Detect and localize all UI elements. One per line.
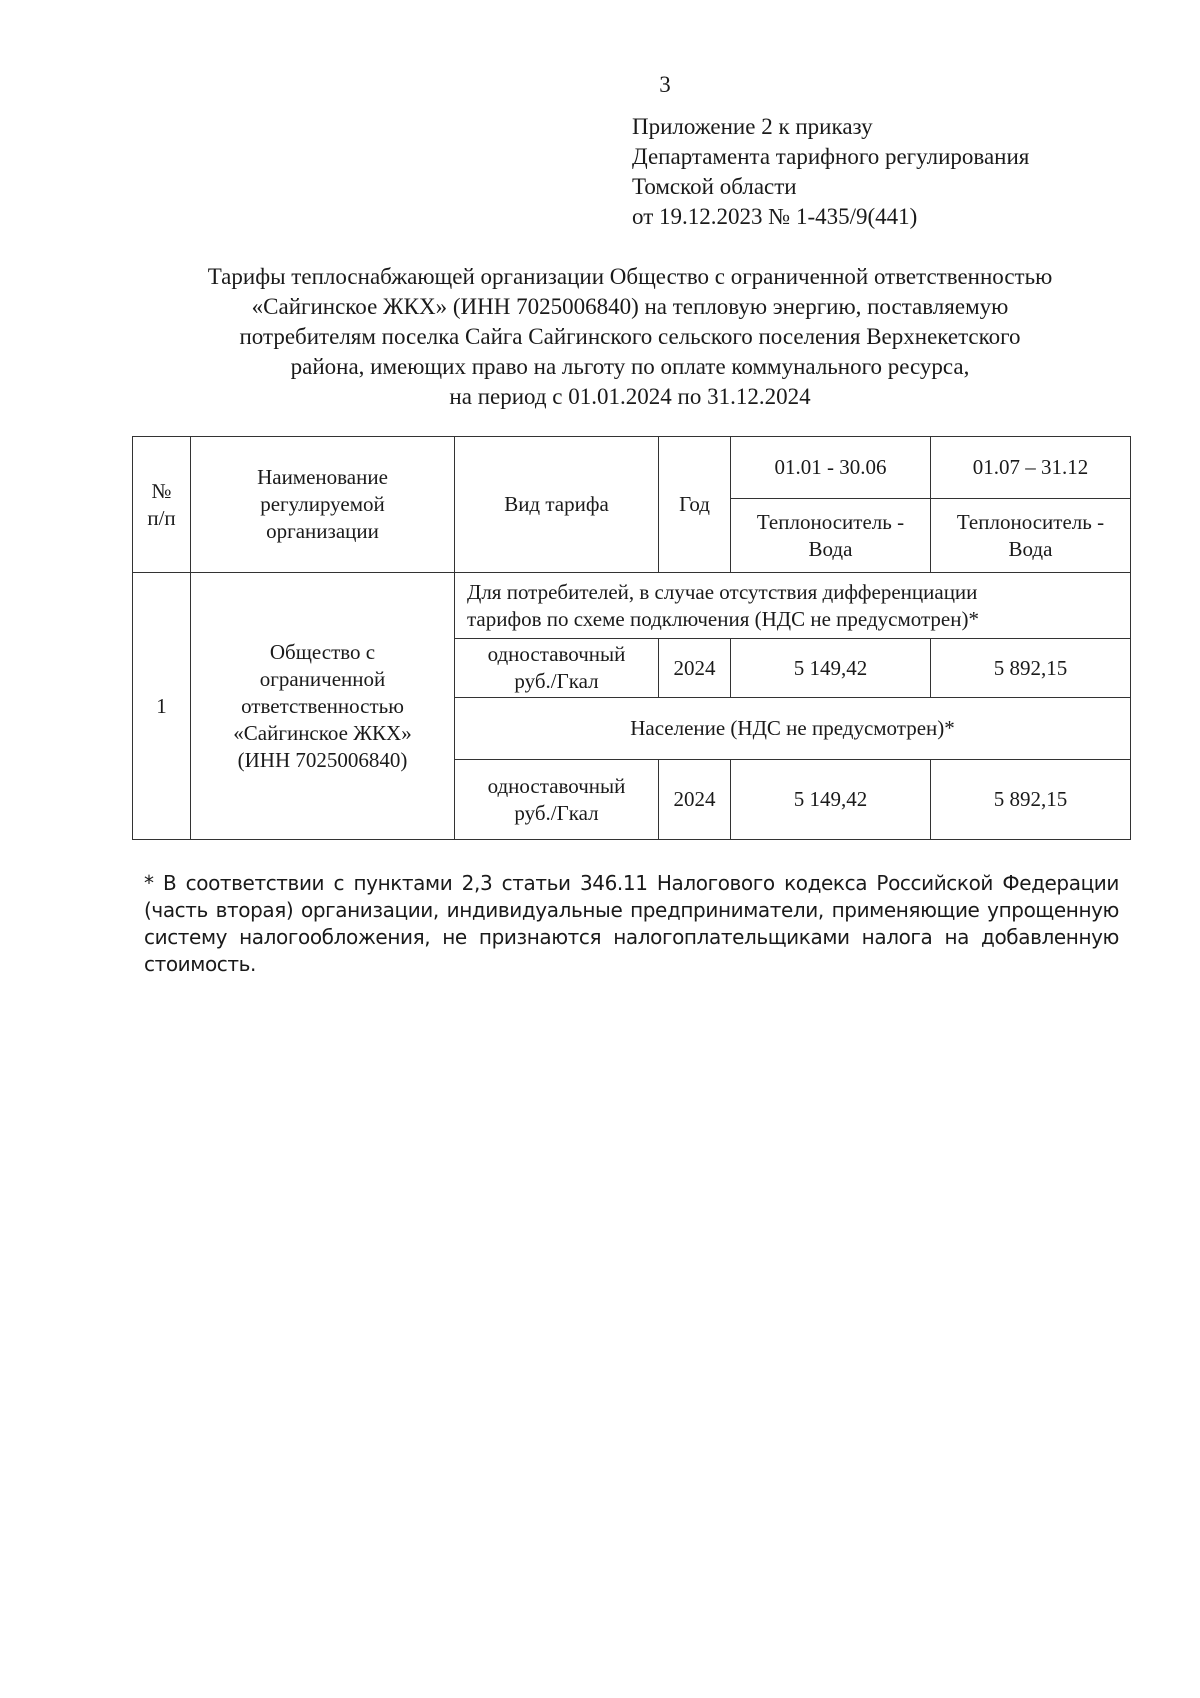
- year-cell: 2024: [659, 639, 731, 698]
- value-cell-period-2: 5 892,15: [931, 760, 1131, 840]
- tariff-table: [132, 436, 1131, 840]
- section-consumers-label: Для потребителей, в случае отсутствия дифференциации тарифов по схеме подключения (НДС не предусмотрен)*: [455, 573, 1131, 639]
- value-cell-period-1: 5 149,42: [731, 760, 931, 840]
- tariff-type-cell: одноставочный руб./Гкал: [455, 639, 659, 698]
- year-cell: 2024: [659, 760, 731, 840]
- document-title: [130, 262, 1130, 412]
- title-line: Тарифы теплоснабжающей организации Общество с ограниченной ответственностью: [207, 264, 1053, 289]
- header-number: № п/п: [133, 437, 191, 573]
- appendix-order-date: от 19.12.2023 № 1-435/9(441): [632, 204, 918, 229]
- header-carrier-2: Теплоноситель - Вода: [931, 499, 1131, 573]
- header-carrier-1: Теплоноситель - Вода: [731, 499, 931, 573]
- header-period-2: 01.07 – 31.12: [931, 437, 1131, 499]
- header-row: [133, 437, 1131, 499]
- appendix-reference: [632, 112, 1029, 232]
- org-name-cell: Общество с ограниченной ответственностью «Сайгинское ЖКХ» (ИНН 7025006840): [191, 573, 455, 840]
- header-year: Год: [659, 437, 731, 573]
- row-number: 1: [133, 573, 191, 840]
- appendix-line: Томской области: [632, 174, 797, 199]
- title-line: района, имеющих право на льготу по оплате коммунального ресурса,: [290, 354, 970, 379]
- header-period-1: 01.01 - 30.06: [731, 437, 931, 499]
- page-number: 3: [659, 72, 671, 97]
- tariff-type-cell: одноставочный руб./Гкал: [455, 760, 659, 840]
- appendix-line: Департамента тарифного регулирования: [632, 144, 1030, 169]
- title-line: «Сайгинское ЖКХ» (ИНН 7025006840) на тепловую энергию, поставляемую: [251, 294, 1009, 319]
- footnote: * В соответствии с пунктами 2,3 статьи 346.11 Налогового кодекса Российской Федерации (часть вторая) организации, индивидуальные предприниматели, применяющие упрощенную систему налогообложения, не признаются налогоплательщиками налога на добавленную стоимость.: [144, 871, 1119, 976]
- title-line: потребителям поселка Сайга Сайгинского сельского поселения Верхнекетского: [239, 324, 1021, 349]
- value-cell-period-1: 5 149,42: [731, 639, 931, 698]
- title-line: на период с 01.01.2024 по 31.12.2024: [449, 384, 811, 409]
- section-population-label: Население (НДС не предусмотрен)*: [455, 698, 1131, 760]
- section-label-row: [133, 573, 1131, 639]
- appendix-line: Приложение 2 к приказу: [632, 114, 873, 139]
- value-cell-period-2: 5 892,15: [931, 639, 1131, 698]
- header-tariff-type: Вид тарифа: [455, 437, 659, 573]
- header-org-name: Наименование регулируемой организации: [191, 437, 455, 573]
